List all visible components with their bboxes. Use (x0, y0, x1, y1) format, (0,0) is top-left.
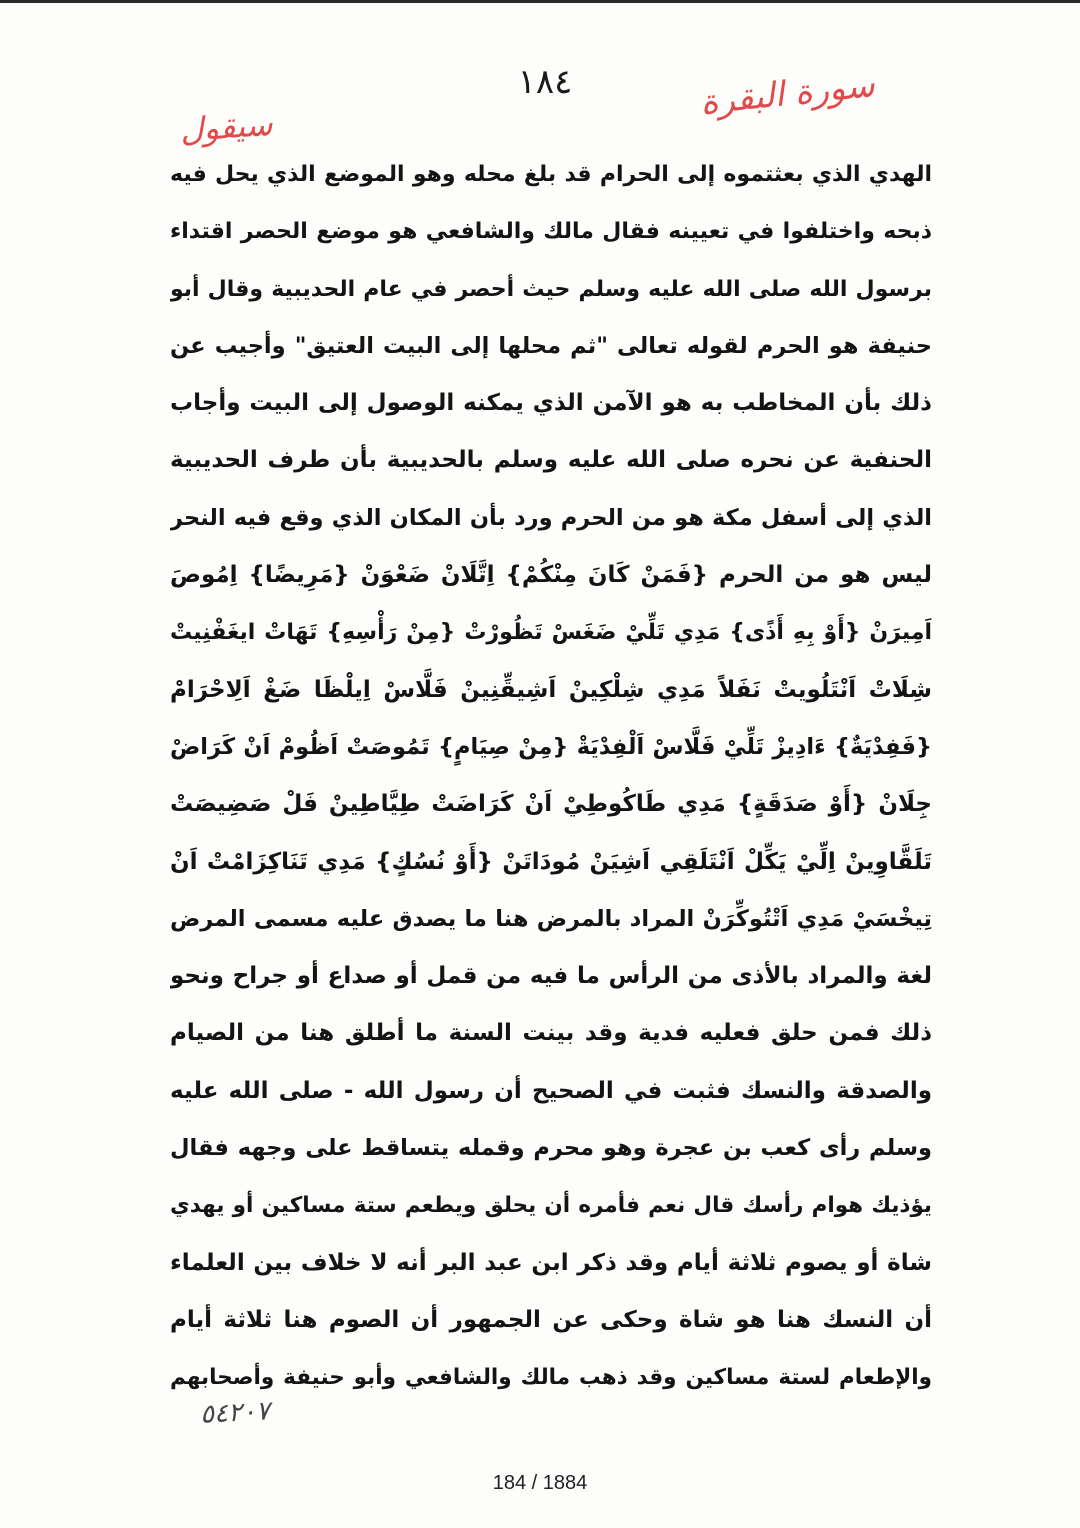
text-line: الذي إلى أسفل مكة هو من الحرم ورد بأن المكان الذي وقع فيه النحر (170, 504, 932, 531)
text-line: اَمِيرَنْ {أَوْ بِهِ أَذًى} مَدِي تَلِّيْ ضَغَسْ تَظُورْتْ {مِنْ رَأْسِهِ} تَهَاتْ ايغَفْنِيتْ (170, 620, 932, 646)
text-line: ذلك بأن المخاطب به هو الآمن الذي يمكنه الوصول إلى البيت وأجاب (170, 390, 932, 417)
page-body-text (170, 146, 932, 1407)
text-line: ذلك فمن حلق فعليه فدية وقد بينت السنة ما أطلق هنا من الصيام (170, 1020, 932, 1047)
text-line: والإطعام لستة مساكين وقد ذهب مالك والشافعي وأبو حنيفة وأصحابهم (170, 1365, 932, 1391)
text-line: تَلَقَّاوِينْ اِلِّيْ يَكِّلْ اَنْتَلَقِي اَشِيَنْ مُودَاتَنْ {أَوْ نُسُكٍ} مَدِي تَنَاكِزَامْتْ اَنْ (170, 848, 932, 875)
text-line: يؤذيك هوام رأسك قال نعم فأمره أن يحلق ويطعم ستة مساكين أو يهدي (170, 1193, 932, 1219)
text-line: أن النسك هنا هو شاة وحكى عن الجمهور أن الصوم هنا ثلاثة أيام (170, 1306, 932, 1333)
page-number: ١٨٤ (517, 62, 573, 102)
bottom-handwritten-note: ٥٤٢٠٧ (199, 1396, 271, 1430)
page-counter: 184 / 1884 (492, 1472, 588, 1494)
text-line: ذبحه واختلفوا في تعيينه فقال مالك والشافعي هو موضع الحصر اقتداء (170, 219, 932, 245)
text-line: ليس هو من الحرم {فَمَنْ كَانَ مِنْكُمْ} اِتَّلَانْ ضَعْوَنْ {مَرِيضًا} اِمُوصَ (170, 562, 932, 589)
text-line: تِيخْسَيْ مَدِي اَتْتُوكِّرَنْ المراد بالمرض هنا ما يصدق عليه مسمى المرض (170, 905, 932, 932)
text-line: الهدي الذي بعثتموه إلى الحرام قد بلغ محله وهو الموضع الذي يحل فيه (170, 162, 932, 187)
margin-note-surah: سورة البقرة (698, 64, 877, 124)
text-line: جِلَانْ {أَوْ صَدَقَةٍ} مَدِي طَاكُوطِيْ اَنْ كَرَاضَتْ طِيَّاطِينْ فَلْ صَضِيصَتْ (170, 791, 932, 818)
text-line: برسول الله صلى الله عليه وسلم حيث أحصر في عام الحديبية وقال أبو (170, 276, 932, 302)
text-line: شِلَاتْ اَنْتَلُويتْ نَفَلاً مَدِي شِلْكِينْ اَشِيقِّنِينْ فَلَّاسْ اِيلْظَا ضَغْ اَلِاحْرَامْ (170, 676, 932, 703)
text-line: والصدقة والنسك فثبت في الصحيح أن رسول الله - صلى الله عليه (170, 1077, 932, 1104)
margin-note-volume: سيقول (178, 104, 274, 150)
text-line: حنيفة هو الحرم لقوله تعالى "ثم محلها إلى البيت العتيق" وأجيب عن (170, 332, 932, 359)
text-line: {فَفِدْيَةٌ} ءَادِيزْ تَلِّيْ فَلَّاسْ اَلْفِدْيَةْ {مِنْ صِيَامٍ} تَمُوصَتْ اَظُومْ اَنْ كَرَاضْ (170, 733, 932, 760)
top-border-line (0, 0, 1080, 3)
text-line: شاة أو يصوم ثلاثة أيام وقد ذكر ابن عبد البر أنه لا خلاف بين العلماء (170, 1249, 932, 1276)
text-line: وسلم رأى كعب بن عجرة وهو محرم وقمله يتساقط على وجهه فقال (170, 1135, 932, 1162)
text-line: لغة والمراد بالأذى من الرأس ما فيه من قمل أو صداع أو جراح ونحو (170, 963, 932, 990)
text-line: الحنفية عن نحره صلى الله عليه وسلم بالحديبية بأن طرف الحديبية (170, 447, 932, 474)
